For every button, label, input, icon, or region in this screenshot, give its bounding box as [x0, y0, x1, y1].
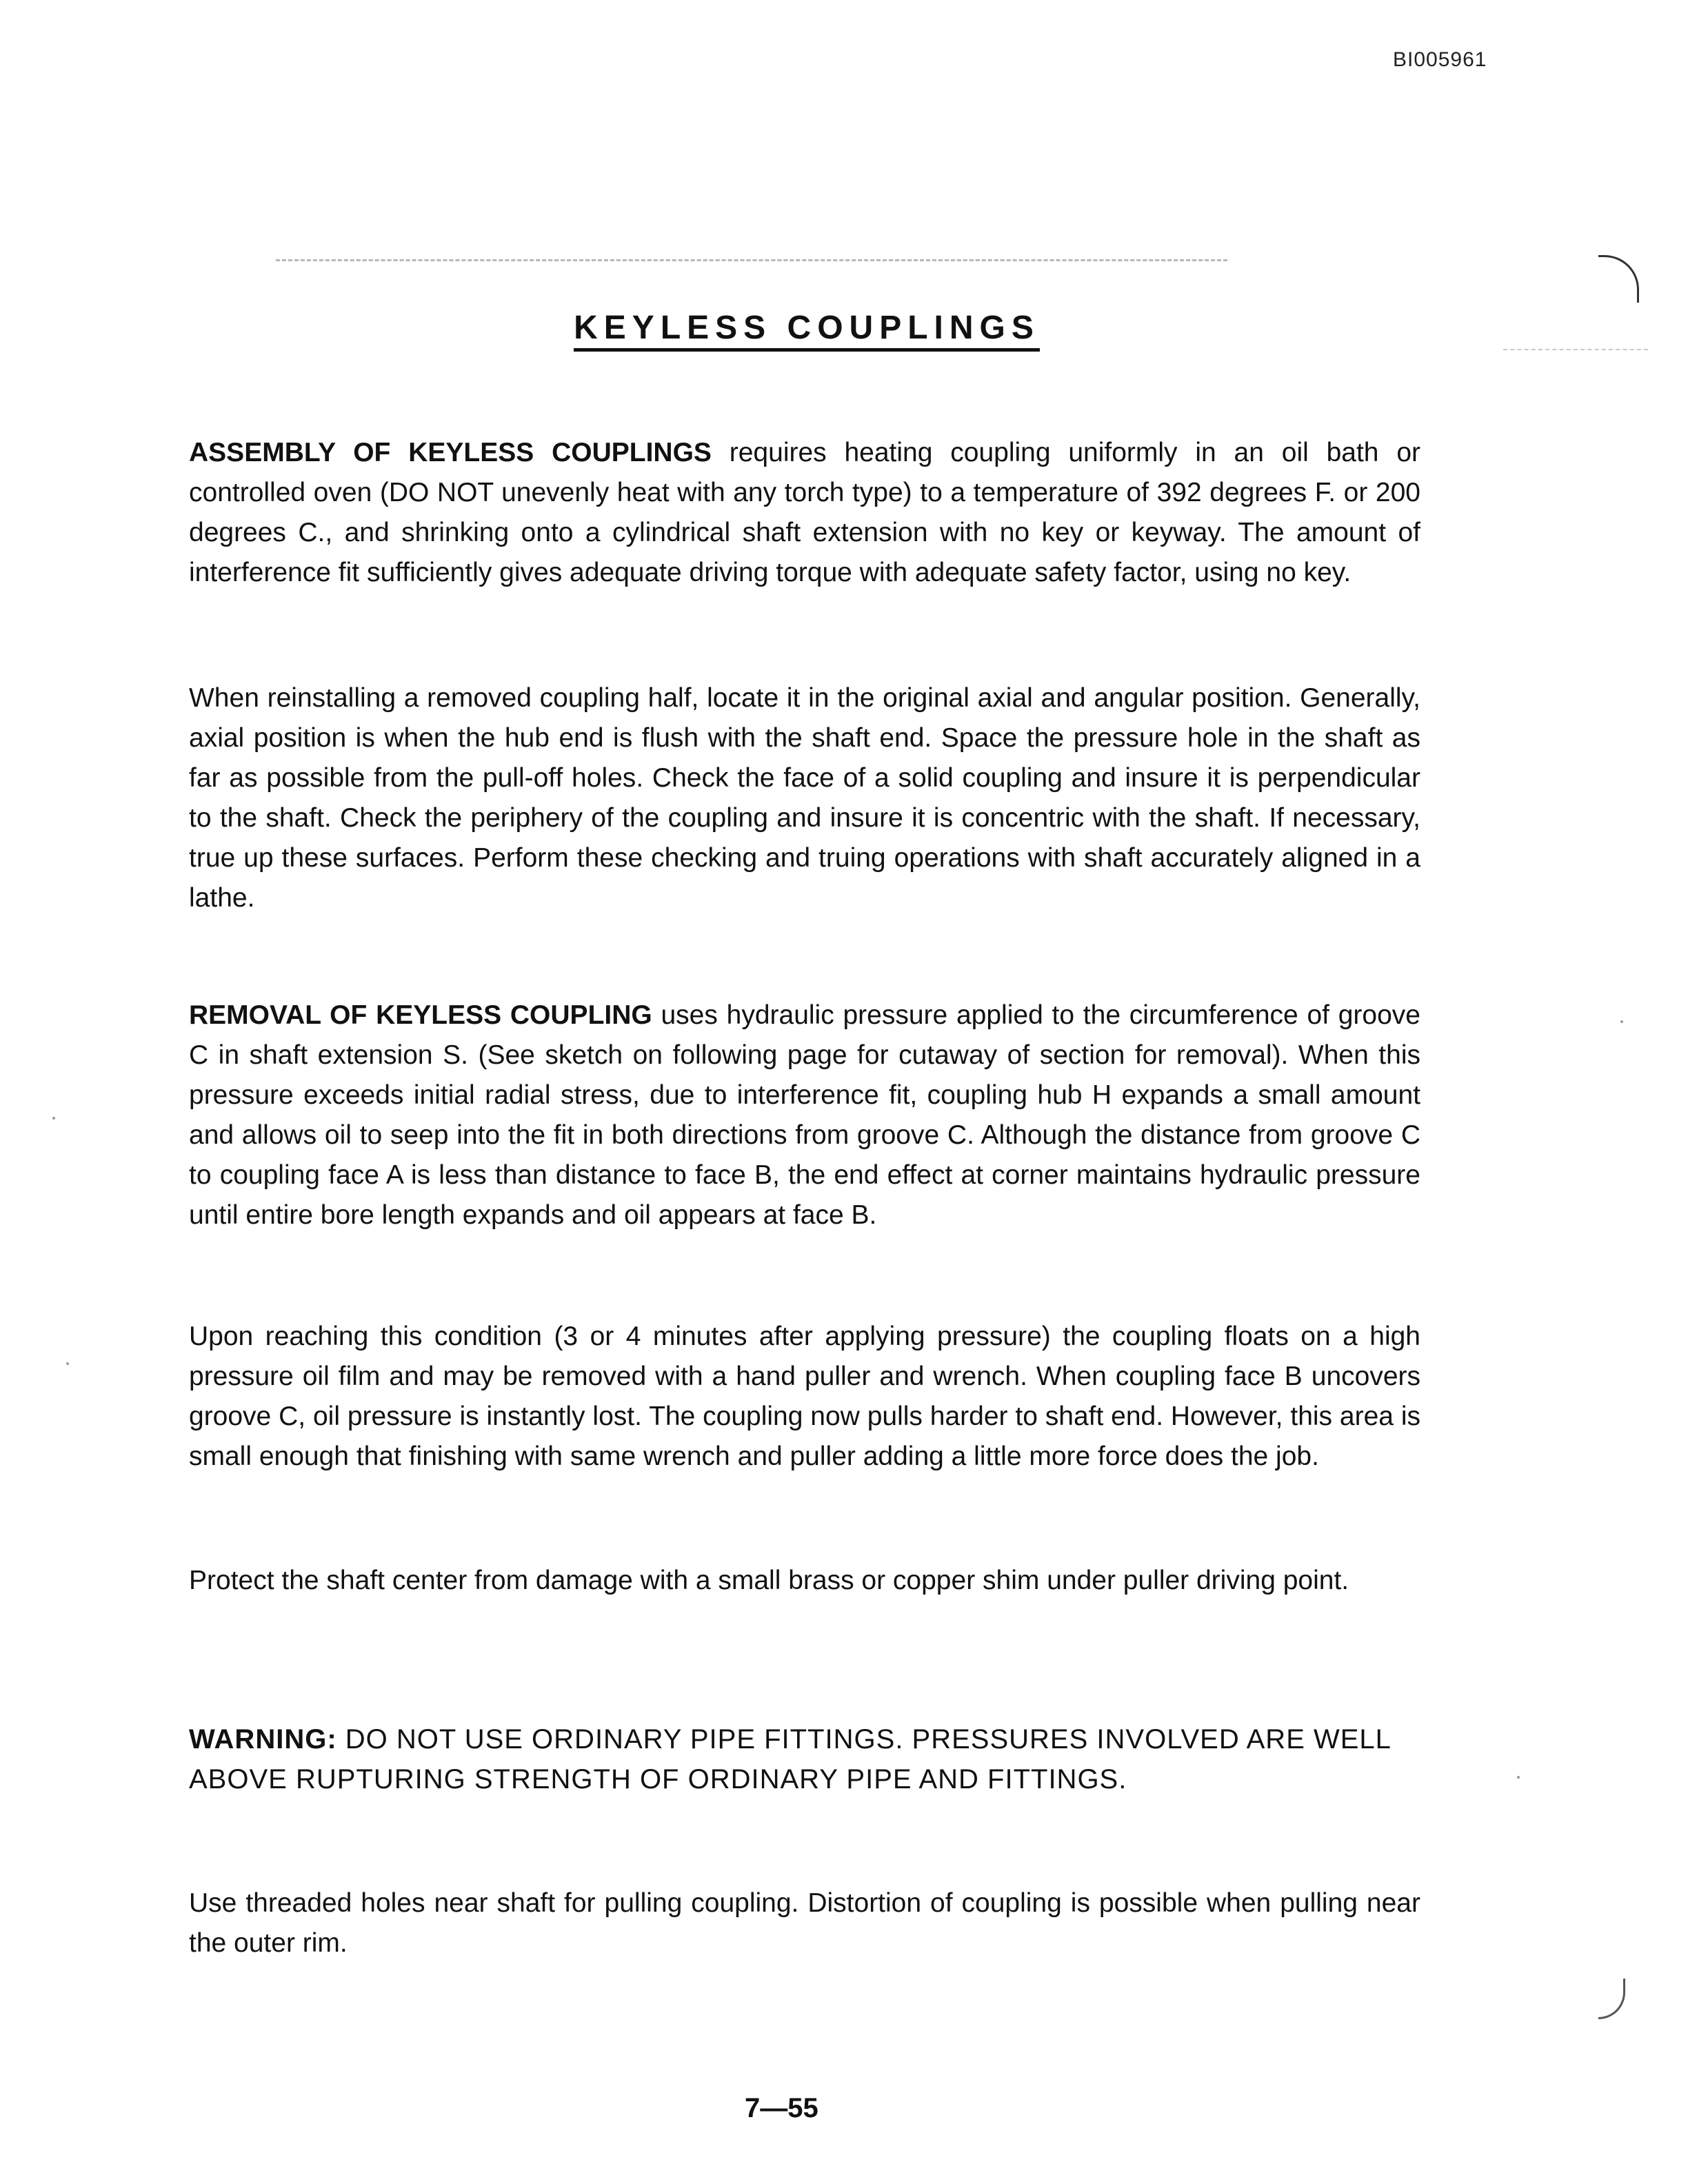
removal-text: uses hydraulic pressure applied to the circumference of groove C in shaft extension S. (See sketch on following page for cutaway of section for removal). When this pressure exceeds initial radial stress, due to interference fit, coupling hub H expands a small amount and allows oil to seep into the fit in both directions from groove C. Although the distance from groove C to coupling face A is less than distance to face B, the end effect at corner maintains hydraulic pressure until entire bore length expands and oil appears at face B.	[189, 1000, 1420, 1230]
removal-paragraph	[189, 995, 1420, 1235]
reinstall-paragraph	[189, 678, 1420, 918]
scan-artifact-mark-lower	[1598, 1979, 1625, 2019]
page-title: KEYLESS COUPLINGS	[574, 309, 1040, 352]
floating-text: Upon reaching this condition (3 or 4 minutes after applying pressure) the coupling floats on a high pressure oil film and may be removed with a hand puller and wrench. When coupling face B uncovers groove C, oil pressure is instantly lost. The coupling now pulls harder to shaft end. However, this area is small enough that finishing with same wrench and puller adding a little more force does the job.	[189, 1322, 1420, 1471]
protect-paragraph	[189, 1561, 1420, 1601]
warning-paragraph	[189, 1719, 1420, 1799]
scan-speck	[66, 1362, 69, 1365]
scan-speck	[1517, 1776, 1520, 1779]
warning-text: DO NOT USE ORDINARY PIPE FITTINGS. PRESSURES INVOLVED ARE WELL ABOVE RUPTURING STRENGTH OF ORDINARY PIPE AND FITTINGS.	[189, 1724, 1391, 1794]
scan-speck	[52, 1117, 55, 1120]
assembly-paragraph	[189, 433, 1420, 593]
pulling-text: Use threaded holes near shaft for pulling coupling. Distortion of coupling is possible when pulling near the outer rim.	[189, 1888, 1420, 1958]
warning-label: WARNING:	[189, 1724, 337, 1755]
pulling-paragraph	[189, 1883, 1420, 1963]
floating-paragraph	[189, 1317, 1420, 1477]
removal-heading: REMOVAL OF KEYLESS COUPLING	[189, 1000, 652, 1030]
scan-artifact-mark	[1598, 255, 1639, 303]
protect-text: Protect the shaft center from damage with a small brass or copper shim under puller driving point.	[189, 1566, 1349, 1595]
reinstall-text: When reinstalling a removed coupling half, locate it in the original axial and angular position. Generally, axial position is when the hub end is flush with the shaft end. Space the pressure hole in the shaft as far as possible from the pull-off holes. Check the face of a solid coupling and insure it is perpendicular to the shaft. Check the periphery of the coupling and insure it is concentric with the shaft. If necessary, true up these surfaces. Perform these checking and truing operations with shaft accurately aligned in a lathe.	[189, 683, 1420, 913]
assembly-heading: ASSEMBLY OF KEYLESS COUPLINGS	[189, 438, 712, 467]
assembly-text: requires heating coupling uniformly in an oil bath or controlled oven (DO NOT unevenly heat with any torch type) to a temperature of 392 degrees F. or 200 degrees C., and shrinking onto a cylindrical shaft extension with no key or keyway. The amount of interference fit sufficiently gives adequate driving torque with adequate safety factor, using no key.	[189, 438, 1420, 587]
scan-speck	[1620, 1020, 1623, 1023]
scan-artifact-rule	[276, 259, 1227, 261]
page-title-wrapper	[0, 309, 1614, 352]
page-number: 7—55	[745, 2093, 818, 2123]
document-id: BI005961	[1393, 48, 1487, 71]
